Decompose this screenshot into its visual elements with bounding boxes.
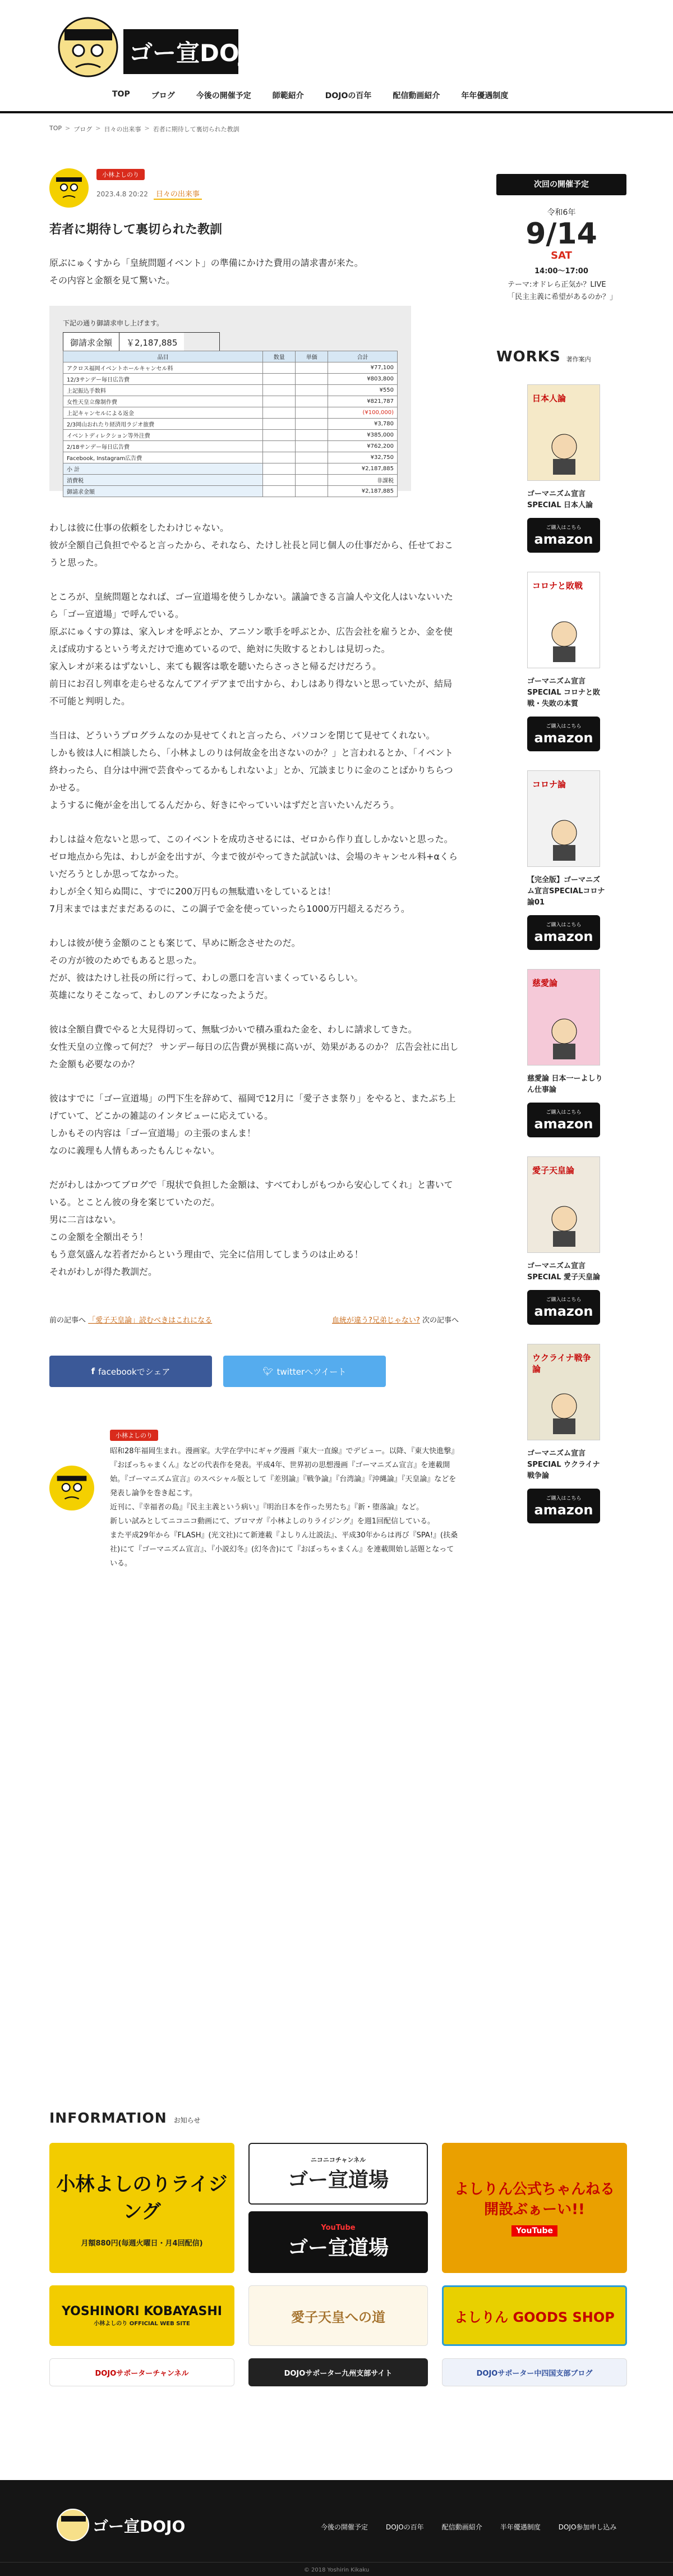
post-paragraph: だがわしはかつてブログで「現状で負担した金額は、すべてわしがもつから安心してくれ」と書いている。とことん彼の身を案じていたのだ。 男に二言はない。 この金額を全額出そう！ もう意気盛んな若者だからという理由で、完全に信用してしまうのは止める！ それがわしが得た教訓だ。 <box>49 1179 453 1277</box>
book-illustration <box>545 1202 584 1247</box>
nav-underline <box>0 111 673 113</box>
breadcrumb-category[interactable]: 日々の出来事 <box>104 126 141 133</box>
event-day: 9/14 <box>526 217 597 251</box>
book-cover[interactable] <box>527 969 600 1066</box>
nav-item-top[interactable]: TOP <box>112 90 130 99</box>
svg-text:ゴー宣DOJO: ゴー宣DOJO <box>129 39 268 67</box>
author-profile <box>49 1429 459 1571</box>
banner-title: DOJOサポーター九州支部サイト <box>284 2369 393 2378</box>
post-body <box>49 254 459 1280</box>
amazon-logo: amazon <box>534 730 593 746</box>
invoice-cell <box>296 463 328 475</box>
banner-niconico[interactable] <box>248 2143 428 2205</box>
invoice-cell <box>296 475 328 486</box>
banner-goods-shop[interactable] <box>442 2285 627 2346</box>
banner-title: ゴー宣道場 <box>287 2168 389 2192</box>
copyright: © 2018 Yoshirin Kikaku <box>0 2562 673 2573</box>
invoice-col: 合計 <box>328 351 398 362</box>
invoice-col: 品目 <box>63 351 263 362</box>
invoice-row <box>63 374 398 385</box>
next-post-link[interactable]: 血統が違う?兄弟じゃない? <box>332 1316 420 1325</box>
next-event <box>496 206 626 304</box>
prev-post-link[interactable]: 「愛子天皇論」読むべきはこれになる <box>88 1316 213 1325</box>
book-title[interactable]: ゴーマニズム宣言SPECIAL ウクライナ戦争論 <box>527 1449 600 1480</box>
amazon-button[interactable] <box>527 1489 600 1523</box>
banner-title: 小林よしのりライジング <box>56 2173 228 2223</box>
book-item <box>527 384 626 553</box>
post-paragraph: 彼はすでに「ゴー宣道場」の門下生を辞めて、福岡で12月に「愛子さま祭り」をやると、またぶち上げていて、どこかの雑誌のインタビューに応えている。 しかもその内容は「ゴー宣道場」の主張のまんま！ なのに義理も人情もあったもんじゃない。 <box>49 1093 456 1156</box>
amazon-logo: amazon <box>534 1303 593 1319</box>
book-illustration <box>545 1014 584 1059</box>
book-title[interactable]: ゴーマニズム宣言SPECIAL コロナと敗戦・失敗の本質 <box>527 677 601 708</box>
invoice-cell <box>263 374 296 385</box>
invoice-col: 数量 <box>263 351 296 362</box>
amazon-button[interactable] <box>527 1103 600 1137</box>
post-title: 若者に期待して裏切られた教訓 <box>49 223 223 237</box>
book-item <box>527 1156 626 1325</box>
post-paragraph: わしは彼に仕事の依頼をしたわけじゃない。 彼が全額自己負担でやると言ったから、それなら、たけし社長と同じ個人の仕事だから、任せておこうと思った。 <box>49 522 454 568</box>
amazon-small-label: ご購入はこちら <box>546 1297 582 1303</box>
invoice-cell <box>263 419 296 430</box>
banner-kyushu[interactable] <box>248 2358 428 2386</box>
invoice-cell: 2/18サンデー毎日広告費 <box>63 441 263 452</box>
breadcrumb-top[interactable]: TOP <box>49 125 62 132</box>
breadcrumb: TOP > ブログ > 日々の出来事 > 若者に期待して裏切られた教訓 <box>49 125 239 133</box>
event-time: 14:00〜17:00 <box>534 267 588 275</box>
book-cover-title: 愛子天皇論 <box>532 1165 575 1175</box>
works-title: WORKS <box>496 348 561 365</box>
invoice-cell <box>263 486 296 497</box>
footer-nav <box>321 2522 616 2532</box>
banner-aiko-tenno[interactable] <box>248 2285 428 2346</box>
invoice-row <box>63 396 398 407</box>
amazon-button[interactable] <box>527 1290 600 1325</box>
profile-avatar <box>49 1466 94 1510</box>
banner-sub: 小林よしのり OFFICIAL WEB SITE <box>94 2321 190 2327</box>
invoice-row <box>63 385 398 396</box>
event-year: 令和6年 <box>547 208 576 217</box>
breadcrumb-current: 若者に期待して裏切られた教訓 <box>153 126 239 133</box>
book-cover-title: コロナと敗戦 <box>532 581 583 591</box>
invoice-cell: ¥803,800 <box>328 374 398 385</box>
invoice-cell: 上記振込手数料 <box>63 385 263 396</box>
breadcrumb-blog[interactable]: ブログ <box>73 126 93 133</box>
invoice-cell <box>296 430 328 441</box>
footer-nav-schedule[interactable]: 今後の開催予定 <box>321 2523 368 2531</box>
invoice-row <box>63 419 398 430</box>
banner-title: よしりん公式ちゃんねる 開設ぶぁーい!! <box>454 2181 615 2218</box>
profile-name-badge: 小林よしのり <box>110 1430 158 1441</box>
invoice-cell <box>296 407 328 419</box>
facebook-share-label: facebookでシェア <box>98 1366 170 1377</box>
invoice-cell <box>263 396 296 407</box>
next-label: 次の記事へ <box>422 1316 459 1325</box>
invoice-cell: ¥2,187,885 <box>328 486 398 497</box>
banner-grid <box>49 2143 627 2386</box>
invoice-cell: 2/3岡山おれたり経済用ラジオ旅費 <box>63 419 263 430</box>
banner-rising[interactable] <box>49 2143 234 2273</box>
invoice-cell: アクロス福岡イベントホールキャンセル料 <box>63 362 263 374</box>
works-heading <box>496 348 626 365</box>
book-cover[interactable] <box>527 1344 600 1440</box>
invoice-header: 下記の通り御請求申し上げます。 <box>63 319 164 327</box>
invoice-cell <box>296 385 328 396</box>
information-section <box>49 2110 627 2386</box>
site-header <box>0 0 673 112</box>
invoice-header-row <box>63 351 398 362</box>
invoice-row <box>63 475 398 486</box>
invoice-cell: ¥762,200 <box>328 441 398 452</box>
book-cover[interactable] <box>527 572 600 668</box>
sidebar <box>496 174 626 1523</box>
author-badge[interactable]: 小林よしのり <box>96 169 145 180</box>
post-paragraph: わしは益々危ないと思って、このイベントを成功させるには、ゼロから作り直ししかないと思った。 ゼロ地点から先は、わしが金を出すが、今まで彼がやってきた試試いは、会場のキャンセル料+αくらいだろうとしか思ってなかった。 わしが全く知らぬ間に、すでに200万円もの無駄遣いをしているとは！ 7月末まではまだまだあるのに、この調子で金を使っていったら1000万円超えるだろう。 <box>49 834 458 914</box>
invoice-cell: ¥550 <box>328 385 398 396</box>
invoice-cell <box>263 441 296 452</box>
twitter-share-label: twitterへツイート <box>276 1366 347 1377</box>
invoice-cell: ¥3,780 <box>328 419 398 430</box>
amazon-logo: amazon <box>534 531 593 547</box>
post-paragraph: わしは彼が使う金額のことも案じて、早めに断念させたのだ。 その方が彼のためでもあると思った。 だが、彼はたけし社長の所に行って、わしの悪口を言いまくっているらしい。 英雄になりそこなって、わしのアンチになったようだ。 <box>49 938 363 1000</box>
facebook-icon: f <box>91 1366 95 1376</box>
invoice-cell <box>263 385 296 396</box>
invoice-cell <box>263 407 296 419</box>
amazon-button[interactable] <box>527 518 600 553</box>
banner-yoshirin-channel[interactable] <box>442 2143 627 2273</box>
amazon-button[interactable] <box>527 915 600 950</box>
site-logo[interactable] <box>53 7 268 82</box>
invoice-cell <box>296 441 328 452</box>
post-paragraph: 当日は、どういうプログラムなのか見せてくれと言ったら、パソコンを閉じて見せてくれない。 しかも彼は人に相談したら、「小林よしのりは何故金を出さないのか？」と言われるとか、「イベント終わったら、自分は中洲で芸食やってるかもしれないよ」とか、冗談まじりに金のことばかりちらつかせる。 ようするに俺が金を出してるんだから、好きにやっていいはずだと言いたいんだろう。 <box>49 730 454 810</box>
invoice-cell <box>296 374 328 385</box>
prev-next-nav <box>49 1314 459 1325</box>
invoice-cell: 女性天皇立像制作費 <box>63 396 263 407</box>
share-buttons <box>49 1356 459 1387</box>
footer-nav-membership[interactable]: 半年優遇制度 <box>500 2523 541 2531</box>
svg-text:ゴー宣DOJO: ゴー宣DOJO <box>93 2517 186 2536</box>
post-paragraph: ところが、皇統問題となれば、ゴー宣道場を使うしかない。議論できる言論人や文化人はいないいたら「ゴー宣道場」で呼んでいる。 原ぶにゅくすの算は、家入レオを呼ぶとか、アニソン歌手を呼ぶとか、広告会社を雇うとか、金を使えば成功するという考えだけで進めているので、絶対に失敗するとわしは見切った。 家入レオが来るはずないし、来ても観客は歌を聴いたらさっさと帰るだけだろう。 前日にお召し列車を走らせるなんてアイデアまで出すから、わしはあり得ないと思っていたが、結局不可能と判明した。 <box>49 591 454 706</box>
nav-item-membership[interactable]: 年年優遇制度 <box>461 91 509 100</box>
info-sub: お知らせ <box>173 2116 201 2124</box>
book-cover-title: ウクライナ戦争論 <box>532 1353 591 1374</box>
book-list <box>496 384 626 1523</box>
book-cover[interactable] <box>527 1156 600 1253</box>
book-illustration <box>545 617 584 662</box>
book-cover-title: 日本人論 <box>532 393 566 403</box>
invoice-total <box>63 332 220 351</box>
amazon-button[interactable] <box>527 717 600 751</box>
invoice-cell: 消費税 <box>63 475 263 486</box>
book-item <box>527 969 626 1137</box>
global-nav <box>112 90 508 101</box>
banner-title: ゴー宣道場 <box>287 2237 389 2260</box>
invoice-cell <box>296 452 328 463</box>
book-title[interactable]: 慈愛論 日本一ーよしりん仕事論 <box>527 1075 603 1094</box>
profile-text: 昭和28年福岡生まれ。漫画家。大学在学中にギャグ漫画『東大一直線』でデビュー。以降、『東大快進撃』『おぼっちゃまくん』などの代表作を発表。平成4年、世界初の思想漫画『ゴーマニズム宣言』を連載開始。『ゴーマニズム宣言』のスペシャル版として『差別論』『戦争論』『台湾論』『沖縄論』『天皇論』などを発表し論争を巻き起こす。 近刊に、『幸福者の島』『民主主義という病い』『明治日本を作った男たち』『新・堕落論』など。 新しい試みとしてニコニコ動画にて、ブロマガ『小林よしのりライジング』を週1回配信している。 また平成29年から『FLASH』(光文社)にて新連載『よしりん辻説法』、平成30年からは再び『SPA!』(扶桑社)にて『ゴーマニズム宣言』、『小説幻冬』(幻冬舎)にて『おぼっちゃまくん』を連載開始し話題となっている。 <box>110 1447 459 1568</box>
footer-nav-videos[interactable]: 配信動画紹介 <box>441 2523 482 2531</box>
invoice-cell: 12/3サンデー毎日広告費 <box>63 374 263 385</box>
invoice-total-value: ￥2,187,885 <box>119 333 184 351</box>
invoice-image <box>49 306 411 495</box>
banner-youtube-dojo[interactable] <box>248 2211 428 2273</box>
invoice-cell: 上記キャンセルによる返金 <box>63 407 263 419</box>
invoice-cell <box>263 362 296 374</box>
footer-logo[interactable] <box>53 2502 186 2545</box>
banner-title: YOSHINORI KOBAYASHI <box>62 2304 222 2318</box>
book-illustration <box>545 1389 584 1434</box>
banner-title: よしりん GOODS SHOP <box>454 2309 615 2325</box>
invoice-cell: ¥77,100 <box>328 362 398 374</box>
amazon-small-label: ご購入はこちら <box>546 525 582 531</box>
book-illustration <box>545 430 584 475</box>
nav-item-blog[interactable]: ブログ <box>151 91 175 100</box>
invoice-cell <box>263 452 296 463</box>
twitter-icon: 🐦︎ <box>262 1366 274 1376</box>
book-cover-title: 慈愛論 <box>532 978 558 988</box>
amazon-small-label: ご購入はこちら <box>546 1110 582 1115</box>
invoice-cell: イベントディレクション等外注費 <box>63 430 263 441</box>
invoice-row <box>63 463 398 475</box>
nav-item-history[interactable]: DOJOの百年 <box>325 91 372 100</box>
invoice-cell <box>263 463 296 475</box>
invoice-row <box>63 362 398 374</box>
invoice-cell: ¥385,000 <box>328 430 398 441</box>
footer-nav-history[interactable]: DOJOの百年 <box>386 2523 424 2531</box>
amazon-small-label: ご購入はこちら <box>546 724 582 729</box>
banner-sub: ニコニコチャンネル <box>310 2156 366 2164</box>
invoice-row <box>63 407 398 419</box>
invoice-total-label: 御請求金額 <box>63 333 119 351</box>
amazon-small-label: ご購入はこちら <box>546 1496 582 1501</box>
invoice-cell <box>296 486 328 497</box>
event-weekday: SAT <box>551 250 572 261</box>
invoice-cell <box>263 475 296 486</box>
event-theme: テーマ:オドレら正気か？LIVE「民主主義に希望があるのか？」 <box>508 281 617 301</box>
book-title[interactable]: 【完全版】ゴーマニズム宣言SPECIALコロナ論01 <box>527 876 605 907</box>
invoice-cell <box>296 396 328 407</box>
book-cover[interactable] <box>527 384 600 481</box>
invoice-row <box>63 441 398 452</box>
nav-item-teachers[interactable]: 師範紹介 <box>272 91 304 100</box>
prev-label: 前の記事へ <box>49 1316 86 1325</box>
book-item <box>527 572 626 751</box>
facebook-share-button[interactable] <box>49 1356 212 1387</box>
book-title[interactable]: ゴーマニズム宣言SPECIAL 日本人論 <box>527 490 593 509</box>
book-cover[interactable] <box>527 770 600 867</box>
works-sub: 著作案内 <box>566 356 591 363</box>
amazon-small-label: ご購入はこちら <box>546 922 582 928</box>
invoice-cell: 非課税 <box>328 475 398 486</box>
nav-item-schedule[interactable]: 今後の開催予定 <box>196 91 251 100</box>
post-paragraph: 原ぶにゅくすから「皇統問題イベント」の準備にかけた費用の請求書が来た。 その内容と金額を見て驚いた。 <box>49 258 363 286</box>
invoice-cell: 御請求金額 <box>63 486 263 497</box>
invoice-cell: ¥2,187,885 <box>328 463 398 475</box>
amazon-logo: amazon <box>534 1116 593 1132</box>
invoice-row <box>63 486 398 497</box>
book-item <box>527 1344 626 1523</box>
invoice-cell: Facebook, Instagram広告費 <box>63 452 263 463</box>
invoice-cell: 小 計 <box>63 463 263 475</box>
invoice-row <box>63 452 398 463</box>
banner-official-site[interactable] <box>49 2285 234 2346</box>
invoice-col: 単価 <box>296 351 328 362</box>
author-row <box>49 168 459 208</box>
post-paragraph: 彼は全額自費でやると大見得切って、無駄づかいで積み重ねた金を、わしに請求してきた。 女性天皇の立像って何だ？ サンデー毎日の広告費が異様に高いが、効果があるのか？ 広告会社に出した金額も必要なのか？ <box>49 1024 459 1069</box>
banner-chushikoku[interactable] <box>442 2358 627 2386</box>
invoice-cell: ¥821,787 <box>328 396 398 407</box>
book-item <box>527 770 626 950</box>
footer-nav-apply[interactable]: DOJO参加申し込み <box>558 2523 617 2531</box>
banner-supporter-channel[interactable] <box>49 2358 234 2386</box>
author-avatar <box>49 168 89 208</box>
invoice-cell: ¥32,750 <box>328 452 398 463</box>
invoice-cell: (¥100,000) <box>328 407 398 419</box>
nav-item-videos[interactable]: 配信動画紹介 <box>393 91 440 100</box>
amazon-logo: amazon <box>534 929 593 944</box>
info-title: INFORMATION <box>49 2110 167 2126</box>
amazon-logo: amazon <box>534 1502 593 1518</box>
post-date: 2023.4.8 20:22 <box>96 190 148 198</box>
book-cover-title: コロナ論 <box>532 779 566 789</box>
banner-title: 愛子天皇への道 <box>291 2308 385 2325</box>
banner-sub: 月額880円(毎週火曜日・月4回配信) <box>81 2239 203 2248</box>
invoice-cell <box>296 419 328 430</box>
book-title[interactable]: ゴーマニズム宣言SPECIAL 愛子天皇論 <box>527 1262 601 1282</box>
invoice-cell <box>263 430 296 441</box>
invoice-table <box>63 351 398 497</box>
twitter-share-button[interactable] <box>223 1356 386 1387</box>
site-footer <box>0 2480 673 2576</box>
article <box>49 168 459 1571</box>
banner-sub: YouTube <box>511 2225 557 2237</box>
book-illustration <box>545 816 584 861</box>
banner-sub: YouTube <box>321 2224 356 2232</box>
banner-title: DOJOサポーター中四国支部ブログ <box>476 2369 593 2378</box>
invoice-row <box>63 430 398 441</box>
banner-title: DOJOサポーターチャンネル <box>95 2369 189 2378</box>
next-event-heading[interactable]: 次回の開催予定 <box>496 174 626 195</box>
invoice-cell <box>296 362 328 374</box>
post-category[interactable]: 日々の出来事 <box>154 188 202 200</box>
